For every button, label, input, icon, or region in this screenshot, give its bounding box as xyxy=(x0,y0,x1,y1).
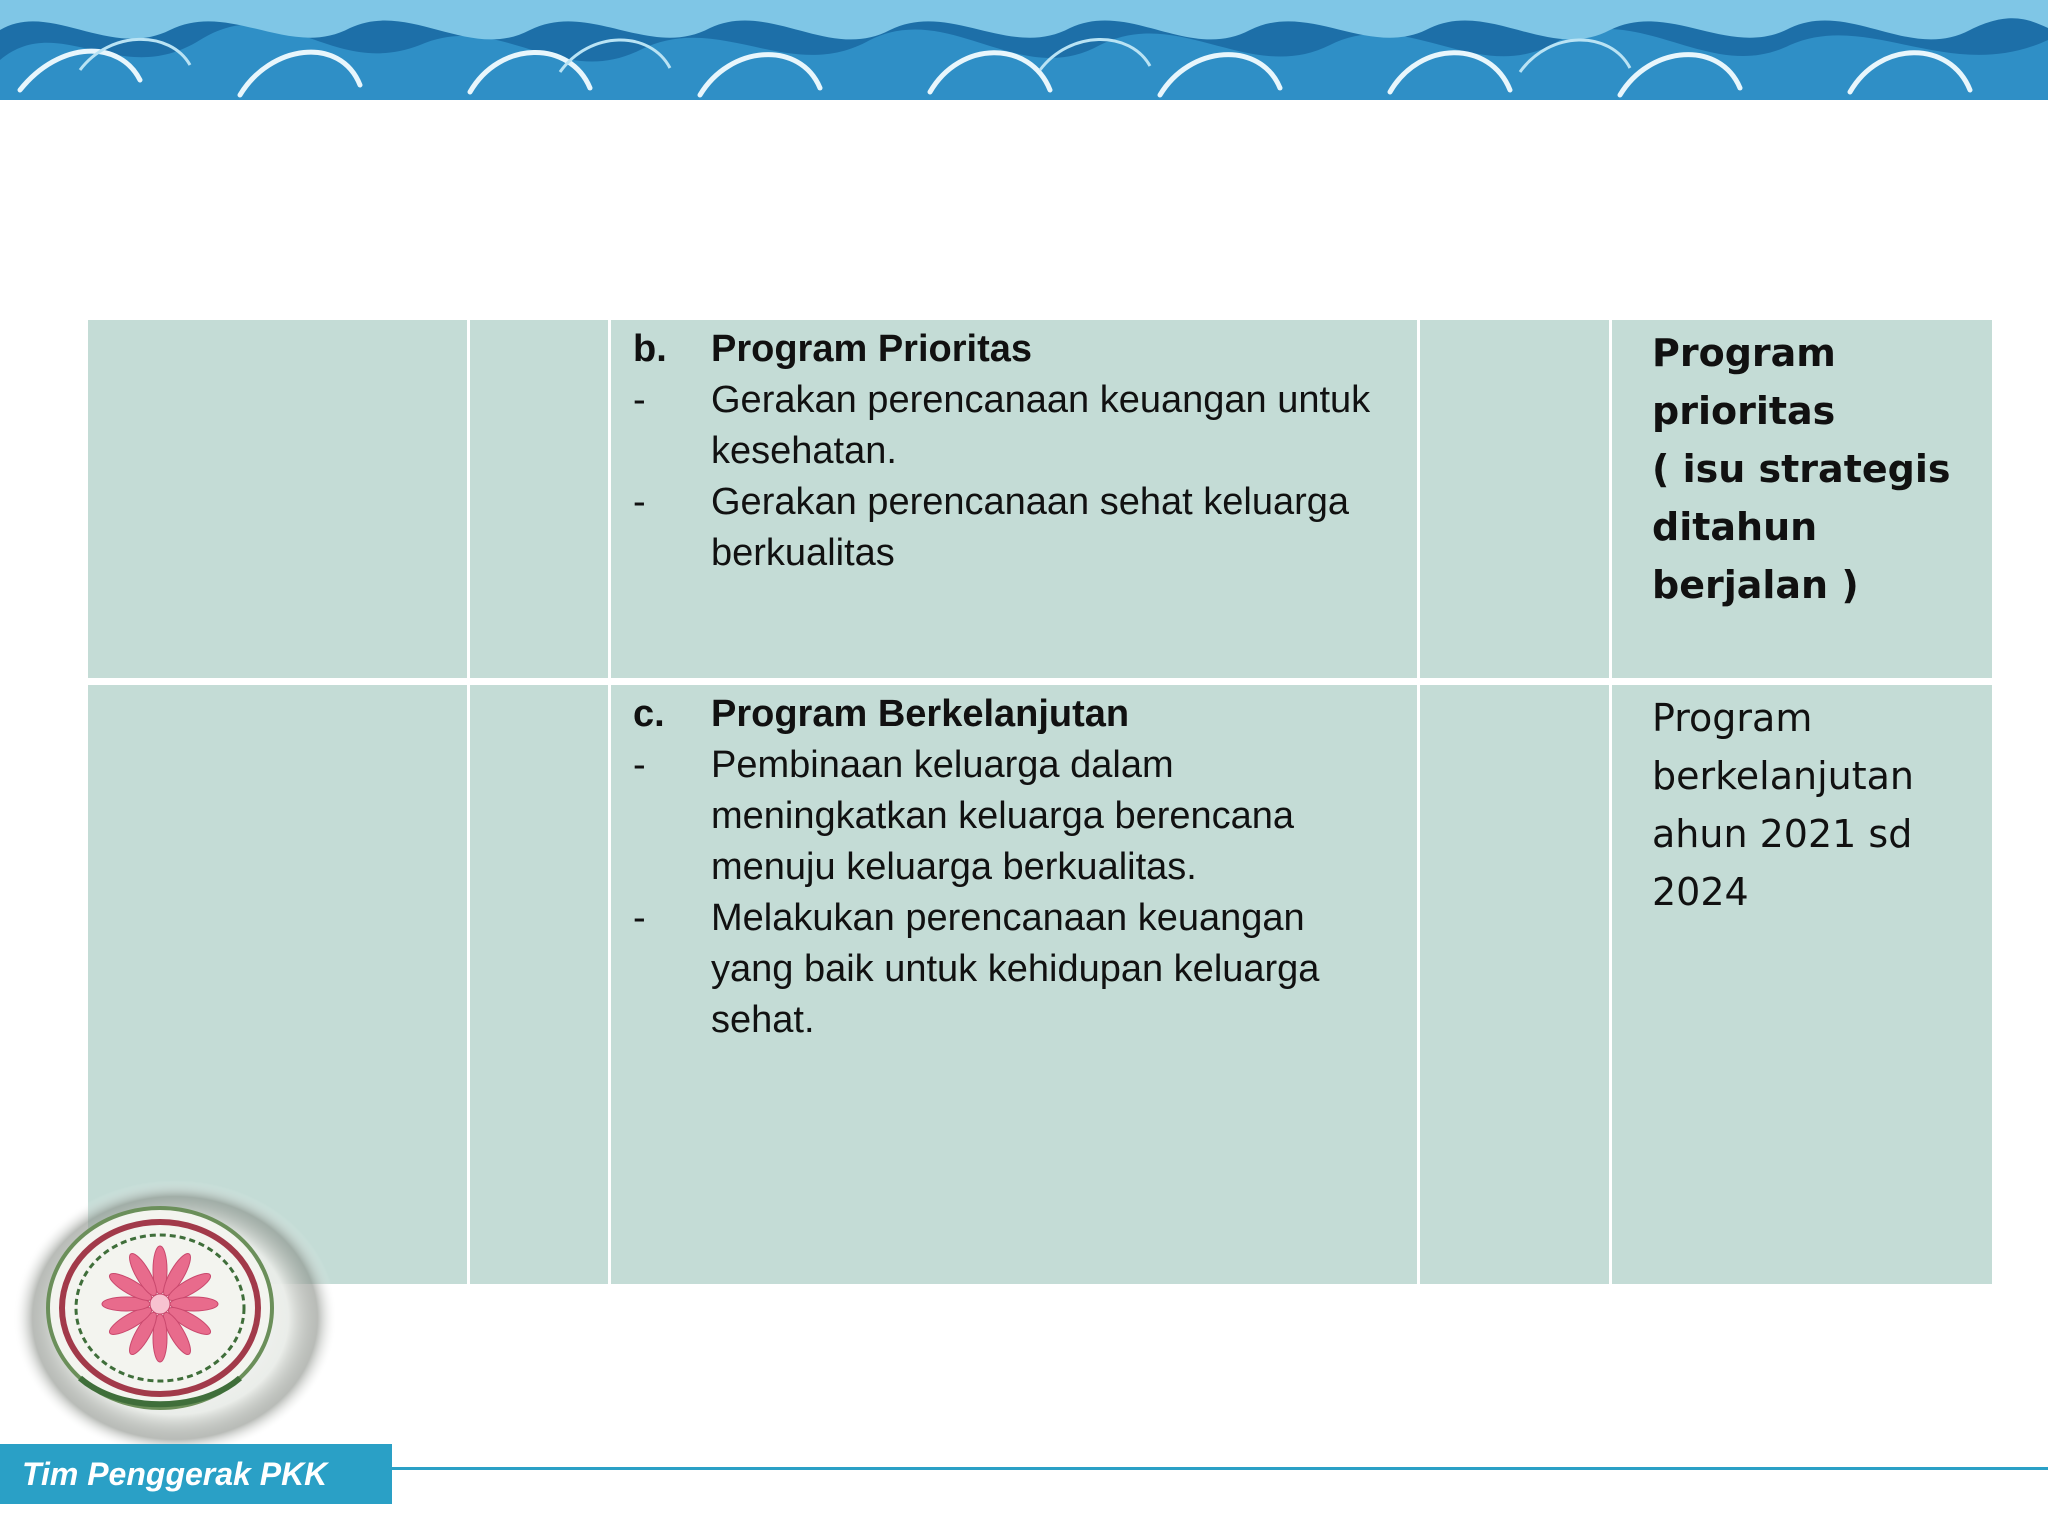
note-line: ( isu strategis xyxy=(1652,447,1951,491)
heading-letter: c. xyxy=(633,693,665,735)
list-line: Pembinaan keluarga dalam xyxy=(711,744,1174,786)
footer-divider xyxy=(392,1467,2048,1470)
list-line: Gerakan perencanaan sehat keluarga xyxy=(711,481,1350,523)
table-cell xyxy=(470,685,608,1284)
table-cell xyxy=(1420,685,1609,1284)
heading-text: Program Prioritas xyxy=(711,328,1032,370)
note-line: 2024 xyxy=(1652,870,1749,914)
program-table xyxy=(88,320,1992,1284)
program-heading xyxy=(633,324,1397,375)
table-row xyxy=(88,320,1992,678)
list-dash: - xyxy=(633,744,646,786)
heading-text: Program Berkelanjutan xyxy=(711,693,1130,735)
table-cell xyxy=(470,320,608,678)
wave-banner xyxy=(0,0,2048,100)
heading-letter: b. xyxy=(633,328,667,370)
note-line: berkelanjutan xyxy=(1652,754,1914,798)
table-cell xyxy=(1420,320,1609,678)
note-cell xyxy=(1612,685,1992,1284)
program-cell xyxy=(611,685,1417,1284)
note-line: Program xyxy=(1652,696,1813,740)
list-line: kesehatan. xyxy=(711,430,897,472)
list-line: Melakukan perencanaan keuangan xyxy=(711,897,1305,939)
program-note xyxy=(1652,689,1982,921)
list-line: Gerakan perencanaan keuangan untuk xyxy=(711,379,1371,421)
list-line: menuju keluarga berkualitas. xyxy=(711,846,1197,888)
list-line: sehat. xyxy=(711,999,815,1041)
table-row xyxy=(88,685,1992,1284)
list-line: yang baik untuk kehidupan keluarga xyxy=(711,948,1320,990)
program-heading xyxy=(633,689,1397,740)
wave-pattern-icon xyxy=(0,0,2048,100)
note-cell xyxy=(1612,320,1992,678)
list-item xyxy=(633,893,1397,1046)
footer-label: Tim Penggerak PKK xyxy=(0,1444,392,1504)
pkk-emblem-icon xyxy=(10,1178,340,1458)
table-cell xyxy=(88,320,467,678)
note-line: Program prioritas xyxy=(1652,331,1836,433)
list-line: berkualitas xyxy=(711,532,895,574)
program-note xyxy=(1652,324,1982,614)
list-line: meningkatkan keluarga berencana xyxy=(711,795,1295,837)
program-cell xyxy=(611,320,1417,678)
list-item xyxy=(633,477,1397,579)
list-item xyxy=(633,375,1397,477)
note-line: ditahun berjalan ) xyxy=(1652,505,1859,607)
list-dash: - xyxy=(633,481,646,523)
list-dash: - xyxy=(633,379,646,421)
list-item xyxy=(633,740,1397,893)
note-line: ahun 2021 sd xyxy=(1652,812,1913,856)
list-dash: - xyxy=(633,897,646,939)
